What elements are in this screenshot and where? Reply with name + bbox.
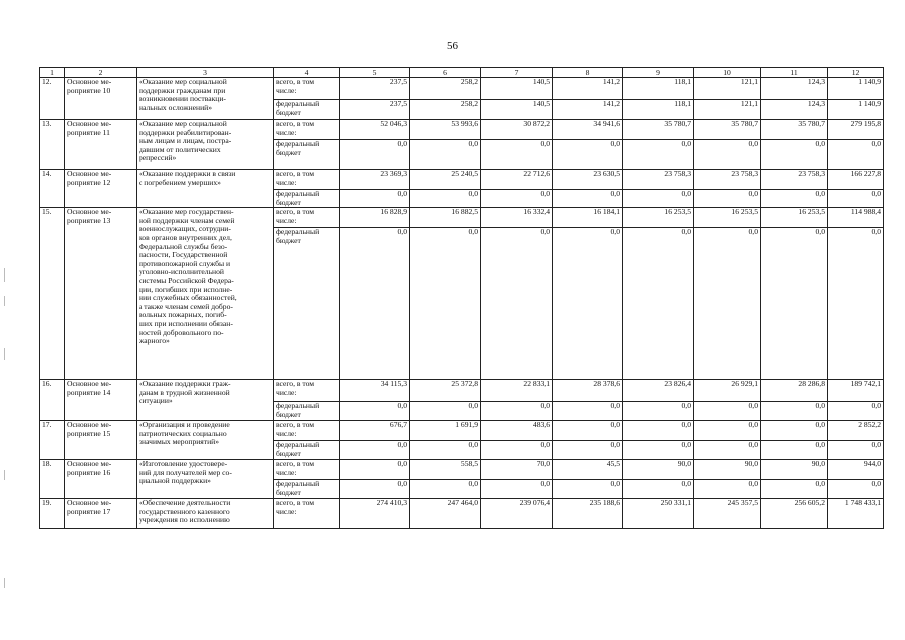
funding-source-text: всего, в том числе:	[276, 379, 315, 397]
activity-type-text: Основное ме- роприятие 12	[67, 169, 112, 187]
header-cell: 10	[694, 68, 761, 78]
header-cell: 4	[274, 68, 340, 78]
funding-source-text: федеральный бюджет	[276, 227, 320, 245]
funding-source	[274, 208, 340, 228]
amount-cell: 247 464,0	[410, 499, 481, 529]
amount-cell: 34 115,3	[340, 380, 410, 402]
amount-cell: 16 253,5	[761, 208, 828, 228]
amount-cell: 166 227,8	[828, 170, 884, 190]
amount-cell: 90,0	[761, 460, 828, 480]
amount-cell: 16 253,5	[623, 208, 694, 228]
row-number-text: 18.	[42, 459, 52, 469]
amount-cell: 26 929,1	[694, 380, 761, 402]
amount-cell: 0,0	[828, 480, 884, 499]
amount-cell: 1 140,9	[828, 100, 884, 120]
table-row	[40, 78, 884, 100]
funding-source-text: федеральный бюджет	[276, 99, 320, 117]
amount-cell: 256 605,2	[761, 499, 828, 529]
activity-name-text: «Оказание мер социальной поддержки реабилитирован- ным лицам и лицам, постра- давшим от политических репрессий»	[139, 119, 232, 163]
amount-cell: 140,5	[481, 100, 553, 120]
funding-source-text: всего, в том числе:	[276, 169, 315, 187]
amount-cell: 0,0	[828, 441, 884, 460]
row-number-text: 15.	[42, 207, 52, 217]
amount-cell: 189 742,1	[828, 380, 884, 402]
activity-name-text: «Обеспечение деятельности государственного казенного учреждения по исполнению	[139, 498, 231, 525]
activity-type-text: Основное ме- роприятие 10	[67, 77, 112, 95]
header-cell: 11	[761, 68, 828, 78]
activity-name	[137, 421, 274, 460]
funding-source	[274, 380, 340, 402]
amount-cell: 23 758,3	[623, 170, 694, 190]
activity-name	[137, 170, 274, 208]
header-cell: 1	[40, 68, 65, 78]
amount-cell: 0,0	[410, 441, 481, 460]
funding-source-text: федеральный бюджет	[276, 189, 320, 207]
activity-type	[65, 460, 137, 499]
amount-cell: 23 630,5	[553, 170, 623, 190]
amount-cell: 0,0	[694, 421, 761, 441]
activity-type-text: Основное ме- роприятие 15	[67, 420, 112, 438]
amount-cell: 250 331,1	[623, 499, 694, 529]
activity-type-text: Основное ме- роприятие 13	[67, 207, 112, 225]
activity-name-text: «Оказание поддержки в связи с погребением умерших»	[139, 169, 236, 187]
amount-cell: 35 780,7	[694, 120, 761, 140]
funding-source	[274, 170, 340, 190]
amount-cell: 90,0	[694, 460, 761, 480]
funding-source-text: всего, в том числе:	[276, 207, 315, 225]
amount-cell: 141,2	[553, 100, 623, 120]
amount-cell: 16 332,4	[481, 208, 553, 228]
amount-cell: 258,2	[410, 78, 481, 100]
amount-cell: 0,0	[623, 441, 694, 460]
amount-cell: 140,5	[481, 78, 553, 100]
amount-cell: 0,0	[623, 140, 694, 170]
row-number	[40, 208, 65, 380]
amount-cell: 90,0	[623, 460, 694, 480]
page-number: 56	[447, 40, 458, 52]
amount-cell: 0,0	[761, 140, 828, 170]
amount-cell: 25 240,5	[410, 170, 481, 190]
amount-cell: 118,1	[623, 100, 694, 120]
amount-cell: 237,5	[340, 100, 410, 120]
activity-name	[137, 460, 274, 499]
header-cell: 5	[340, 68, 410, 78]
activity-type	[65, 421, 137, 460]
row-number	[40, 460, 65, 499]
amount-cell: 141,2	[553, 78, 623, 100]
funding-source-text: всего, в том числе:	[276, 459, 315, 477]
amount-cell: 0,0	[553, 190, 623, 208]
amount-cell: 23 826,4	[623, 380, 694, 402]
table-row	[40, 499, 884, 529]
amount-cell: 0,0	[340, 228, 410, 380]
activity-name-text: «Оказание поддержки граж- данам в трудной жизненной ситуации»	[139, 379, 231, 406]
row-number	[40, 170, 65, 208]
amount-cell: 35 780,7	[623, 120, 694, 140]
funding-source	[274, 120, 340, 140]
amount-cell: 28 378,6	[553, 380, 623, 402]
header-cell: 8	[553, 68, 623, 78]
funding-source-text: федеральный бюджет	[276, 479, 320, 497]
activity-name-text: «Оказание мер государствен- ной поддержки членам семей военнослужащих, сотрудни- ков органов внутренних дел, Федеральной службы безо- пасности, Государственной противопожарной службы и уголовно-исполнительной системы Российской Федера- ции, погибших при исполне- нии служебных обязанностей, а также членам семей добро- вольных пожарных, погиб- ших при исполнении обязан- ностей добровольного по- жарного»	[139, 207, 237, 346]
amount-cell: 944,0	[828, 460, 884, 480]
amount-cell: 53 993,6	[410, 120, 481, 140]
header-cell: 2	[65, 68, 137, 78]
amount-cell: 45,5	[553, 460, 623, 480]
table-row	[40, 421, 884, 441]
funding-source	[274, 499, 340, 529]
amount-cell: 1 748 433,1	[828, 499, 884, 529]
row-number	[40, 421, 65, 460]
amount-cell: 35 780,7	[761, 120, 828, 140]
row-number-text: 13.	[42, 119, 52, 128]
amount-cell: 0,0	[553, 421, 623, 441]
header-cell: 3	[137, 68, 274, 78]
amount-cell: 0,0	[623, 402, 694, 421]
activity-name-text: «Изготовление удостовере- ний для получателей мер со- циальной поддержки»	[139, 459, 232, 486]
amount-cell: 0,0	[623, 190, 694, 208]
amount-cell: 124,3	[761, 78, 828, 100]
amount-cell: 121,1	[694, 100, 761, 120]
amount-cell: 0,0	[481, 190, 553, 208]
amount-cell: 2 852,2	[828, 421, 884, 441]
funding-source-text: федеральный бюджет	[276, 401, 320, 419]
row-number	[40, 380, 65, 421]
activity-name	[137, 208, 274, 380]
activity-type-text: Основное ме- роприятие 17	[67, 498, 112, 516]
amount-cell: 0,0	[694, 480, 761, 499]
row-number	[40, 120, 65, 170]
amount-cell: 23 369,3	[340, 170, 410, 190]
amount-cell: 0,0	[340, 402, 410, 421]
amount-cell: 0,0	[410, 402, 481, 421]
row-number-text: 14.	[42, 169, 52, 178]
scan-edge-marks	[4, 0, 7, 640]
activity-type-text: Основное ме- роприятие 16	[67, 459, 112, 477]
amount-cell: 23 758,3	[761, 170, 828, 190]
funding-source	[274, 441, 340, 460]
activity-name	[137, 78, 274, 120]
activity-name	[137, 380, 274, 421]
activity-name-text: «Оказание мер социальной поддержки гражданам при возникновении поствакци- нальных осложнений»	[139, 77, 227, 112]
header-cell: 9	[623, 68, 694, 78]
amount-cell: 0,0	[481, 228, 553, 380]
funding-source	[274, 140, 340, 170]
amount-cell: 0,0	[761, 228, 828, 380]
amount-cell: 23 758,3	[694, 170, 761, 190]
amount-cell: 279 195,8	[828, 120, 884, 140]
row-number-text: 16.	[42, 379, 52, 389]
amount-cell: 0,0	[340, 460, 410, 480]
row-number-text: 17.	[42, 420, 52, 430]
row-number-text: 12.	[42, 77, 52, 86]
funding-source	[274, 402, 340, 421]
amount-cell: 70,0	[481, 460, 553, 480]
amount-cell: 121,1	[694, 78, 761, 100]
amount-cell: 0,0	[553, 402, 623, 421]
amount-cell: 1 140,9	[828, 78, 884, 100]
amount-cell: 0,0	[553, 140, 623, 170]
funding-source-text: всего, в том числе:	[276, 77, 315, 95]
amount-cell: 676,7	[340, 421, 410, 441]
activity-name-text: «Организация и проведение патриотических социально значимых мероприятий»	[139, 420, 230, 447]
amount-cell: 16 184,1	[553, 208, 623, 228]
amount-cell: 0,0	[410, 228, 481, 380]
amount-cell: 274 410,3	[340, 499, 410, 529]
amount-cell: 0,0	[481, 402, 553, 421]
funding-source	[274, 100, 340, 120]
amount-cell: 0,0	[481, 140, 553, 170]
table-row	[40, 170, 884, 190]
amount-cell: 0,0	[761, 402, 828, 421]
amount-cell: 245 357,5	[694, 499, 761, 529]
funding-source	[274, 460, 340, 480]
amount-cell: 52 046,3	[340, 120, 410, 140]
amount-cell: 483,6	[481, 421, 553, 441]
amount-cell: 0,0	[340, 480, 410, 499]
row-number	[40, 78, 65, 120]
amount-cell: 124,3	[761, 100, 828, 120]
header-cell: 7	[481, 68, 553, 78]
activity-type	[65, 170, 137, 208]
table-row	[40, 208, 884, 228]
amount-cell: 22 833,1	[481, 380, 553, 402]
funding-source-text: всего, в том числе:	[276, 119, 315, 137]
funding-source	[274, 190, 340, 208]
header-cell: 6	[410, 68, 481, 78]
budget-table	[39, 67, 884, 529]
amount-cell: 0,0	[410, 190, 481, 208]
amount-cell: 114 988,4	[828, 208, 884, 228]
amount-cell: 0,0	[761, 421, 828, 441]
activity-type	[65, 78, 137, 120]
amount-cell: 558,5	[410, 460, 481, 480]
amount-cell: 0,0	[340, 441, 410, 460]
amount-cell: 16 828,9	[340, 208, 410, 228]
amount-cell: 0,0	[694, 402, 761, 421]
amount-cell: 1 691,9	[410, 421, 481, 441]
amount-cell: 0,0	[410, 480, 481, 499]
activity-type	[65, 499, 137, 529]
amount-cell: 0,0	[340, 190, 410, 208]
amount-cell: 0,0	[623, 480, 694, 499]
funding-source-text: всего, в том числе:	[276, 420, 315, 438]
row-number-text: 19.	[42, 498, 52, 508]
amount-cell: 16 253,5	[694, 208, 761, 228]
funding-source	[274, 421, 340, 441]
activity-name	[137, 120, 274, 170]
amount-cell: 235 188,6	[553, 499, 623, 529]
amount-cell: 0,0	[828, 140, 884, 170]
amount-cell: 258,2	[410, 100, 481, 120]
funding-source	[274, 228, 340, 380]
activity-name	[137, 499, 274, 529]
amount-cell: 30 872,2	[481, 120, 553, 140]
amount-cell: 16 882,5	[410, 208, 481, 228]
amount-cell: 0,0	[694, 140, 761, 170]
amount-cell: 0,0	[828, 402, 884, 421]
amount-cell: 0,0	[694, 228, 761, 380]
amount-cell: 0,0	[340, 140, 410, 170]
activity-type	[65, 380, 137, 421]
funding-source-text: федеральный бюджет	[276, 139, 320, 157]
activity-type-text: Основное ме- роприятие 14	[67, 379, 112, 397]
amount-cell: 34 941,6	[553, 120, 623, 140]
amount-cell: 0,0	[481, 441, 553, 460]
amount-cell: 0,0	[828, 190, 884, 208]
table-row	[40, 460, 884, 480]
amount-cell: 0,0	[623, 421, 694, 441]
amount-cell: 0,0	[761, 480, 828, 499]
amount-cell: 0,0	[828, 228, 884, 380]
amount-cell: 25 372,8	[410, 380, 481, 402]
amount-cell: 237,5	[340, 78, 410, 100]
amount-cell: 0,0	[694, 190, 761, 208]
amount-cell: 0,0	[623, 228, 694, 380]
funding-source-text: федеральный бюджет	[276, 440, 320, 458]
amount-cell: 0,0	[694, 441, 761, 460]
amount-cell: 0,0	[481, 480, 553, 499]
amount-cell: 239 076,4	[481, 499, 553, 529]
amount-cell: 0,0	[410, 140, 481, 170]
table-row	[40, 120, 884, 140]
table-row	[40, 380, 884, 402]
funding-source	[274, 480, 340, 499]
row-number	[40, 499, 65, 529]
amount-cell: 0,0	[761, 441, 828, 460]
amount-cell: 118,1	[623, 78, 694, 100]
amount-cell: 0,0	[761, 190, 828, 208]
activity-type	[65, 208, 137, 380]
funding-source-text: всего, в том числе:	[276, 498, 315, 516]
amount-cell: 0,0	[553, 441, 623, 460]
activity-type-text: Основное ме- роприятие 11	[67, 119, 112, 137]
header-cell: 12	[828, 68, 884, 78]
amount-cell: 22 712,6	[481, 170, 553, 190]
funding-source	[274, 78, 340, 100]
amount-cell: 0,0	[553, 228, 623, 380]
activity-type	[65, 120, 137, 170]
amount-cell: 28 286,8	[761, 380, 828, 402]
amount-cell: 0,0	[553, 480, 623, 499]
table-header-row	[40, 68, 884, 78]
